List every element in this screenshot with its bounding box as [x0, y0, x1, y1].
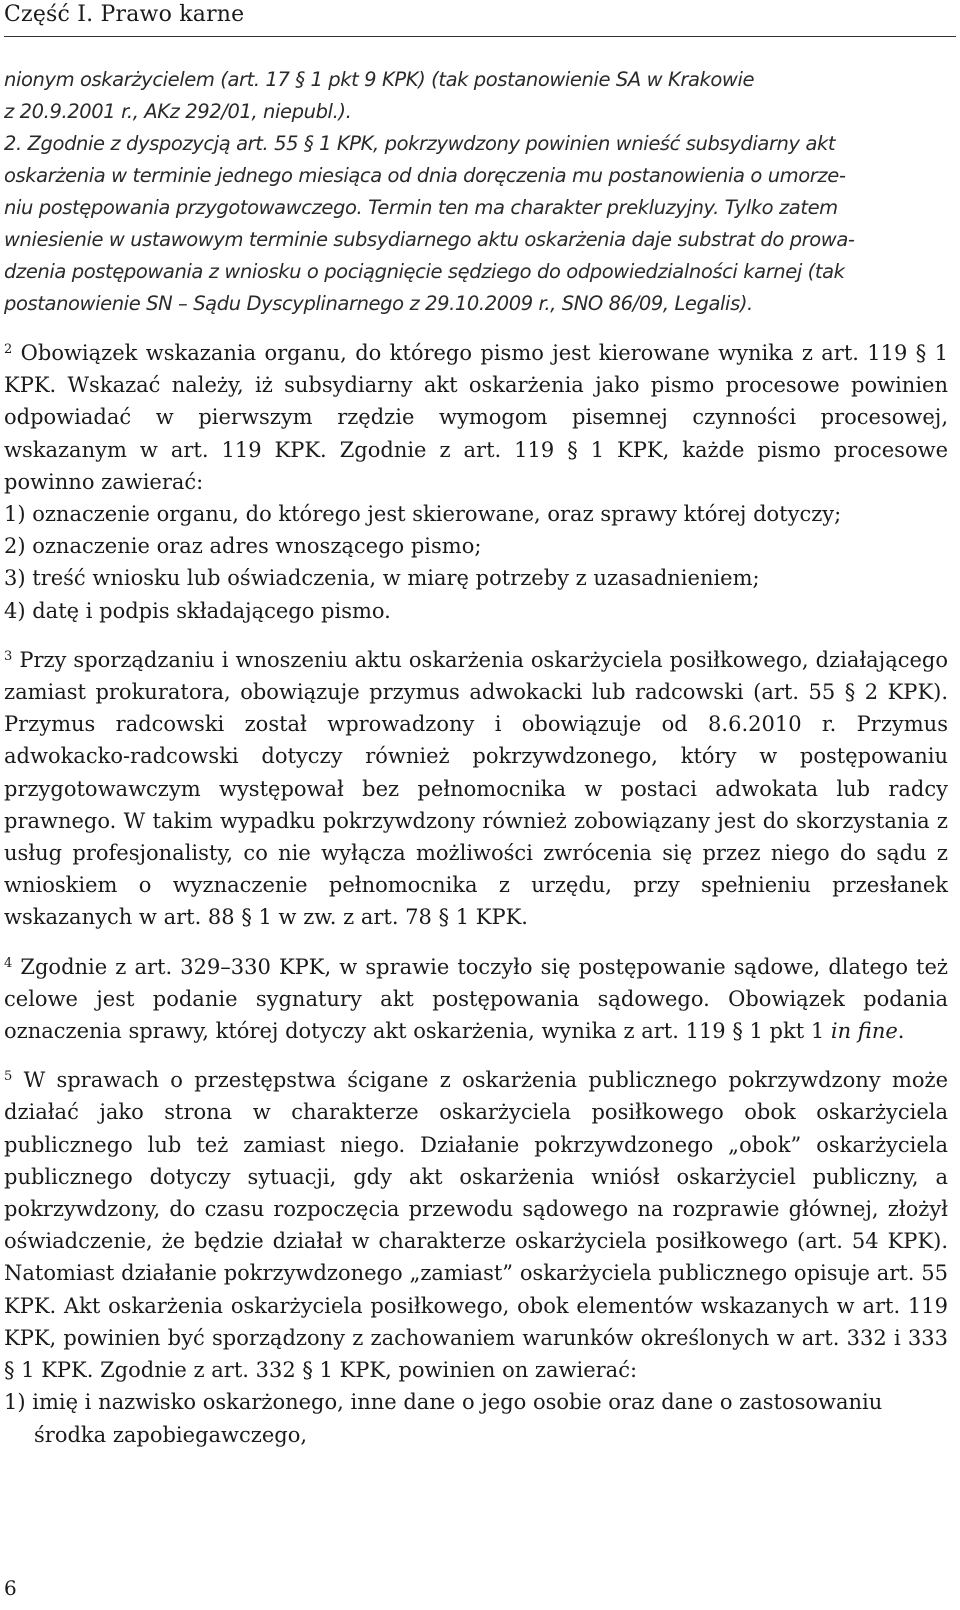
page-number: 6	[4, 1576, 17, 1600]
footnote-4	[4, 951, 948, 1048]
footnotes	[4, 64, 948, 1451]
footnote-4-number: 4	[4, 955, 13, 971]
footnote-2-list	[4, 498, 948, 627]
list-item: 1) oznaczenie organu, do którego jest skierowane, oraz sprawy której dotyczy;	[4, 502, 842, 527]
fn1-line-4: oskarżenia w terminie jednego miesiąca od dnia doręczenia mu postanowienia o umorze-	[4, 164, 846, 187]
footnote-5-text: W sprawach o przestępstwa ścigane z oskarżenia publicznego pokrzywdzony może działać jako strona w charakterze oskarżyciela posiłkowego obok oskarżyciela publicznego lub też zamiast niego. Działanie pokrzywdzonego „obok” oskarżyciela publicznego dotyczy sytuacji, gdy akt oskarżenia wniósł oskarżyciel publiczny, a pokrzywdzony, do czasu rozpoczęcia przewodu sądowego na rozprawie głównej, złożył oświadczenie, że będzie działał w charakterze oskarżyciela posiłkowego (art. 54 KPK). Natomiast działanie pokrzywdzonego „zamiast” oskarżyciela publicznego opisuje art. 55 KPK. Akt oskarżenia oskarżyciela posiłkowego, obok elementów wskazanych w art. 119 KPK, powinien być sporządzony z zachowaniem warunków określonych w art. 332 i 333 § 1 KPK. Zgodnie z art. 332 § 1 KPK, powinien on zawierać:	[4, 1068, 948, 1383]
list-item: 2) oznaczenie oraz adres wnoszącego pismo;	[4, 534, 482, 559]
footnote-3	[4, 644, 948, 934]
footnote-3-number: 3	[4, 648, 13, 664]
footnote-4-italic: in fine	[830, 1019, 898, 1044]
footnote-5	[4, 1064, 948, 1386]
header-rule	[4, 36, 956, 37]
footnote-2	[4, 337, 948, 498]
footnote-5-list	[4, 1386, 948, 1450]
footnote-4-text: Zgodnie z art. 329–330 KPK, w sprawie toczyło się postępowanie sądowe, dlatego też celowe jest podanie sygnatury akt postępowania sądowego. Obowiązek podania oznaczenia sprawy, której dotyczy akt oskarżenia, wynika z art. 119 § 1 pkt 1	[4, 954, 948, 1044]
footnote-1-continued	[4, 64, 948, 320]
list-item: 1) imię i nazwisko oskarżonego, inne dane o jego osobie oraz dane o zastosowaniu środka zapobiegawczego,	[4, 1390, 883, 1447]
footnote-5-number: 5	[4, 1069, 13, 1085]
footnote-2-text: Obowiązek wskazania organu, do którego pismo jest kierowane wynika z art. 119 § 1 KPK. Wskazać należy, iż subsydiarny akt oskarżenia jako pismo procesowe powinien odpowiadać w pierwszym rzędzie wymogom pisemnej czynności procesowej, wskazanym w art. 119 KPK. Zgodnie z art. 119 § 1 KPK, każde pismo procesowe powinno zawierać:	[4, 341, 948, 494]
fn1-line-3: 2. Zgodnie z dyspozycją art. 55 § 1 KPK, pokrzywdzony powinien wnieść subsydiarny akt	[4, 132, 836, 155]
fn1-line-8: postanowienie SN – Sądu Dyscyplinarnego z 29.10.2009 r., SNO 86/09, Legalis).	[4, 292, 753, 315]
running-header: Część I. Prawo karne	[4, 2, 245, 27]
fn1-line-2: z 20.9.2001 r., AKz 292/01, niepubl.).	[4, 100, 352, 123]
list-item: 3) treść wniosku lub oświadczenia, w miarę potrzeby z uzasadnieniem;	[4, 566, 760, 591]
fn1-line-5: niu postępowania przygotowawczego. Termin ten ma charakter prekluzyjny. Tylko zatem	[4, 196, 838, 219]
fn1-line-6: wniesienie w ustawowym terminie subsydiarnego aktu oskarżenia daje substrat do prowa-	[4, 228, 855, 251]
list-item: 4) datę i podpis składającego pismo.	[4, 598, 391, 623]
footnote-4-end: .	[897, 1019, 905, 1044]
footnote-2-number: 2	[4, 342, 13, 357]
fn1-line-1: nionym oskarżycielem (art. 17 § 1 pkt 9 KPK) (tak postanowienie SA w Krakowie	[4, 68, 755, 91]
fn1-line-7: dzenia postępowania z wniosku o pociągnięcie sędziego do odpowiedzialności karnej (tak	[4, 260, 845, 283]
footnote-3-text: Przy sporządzaniu i wnoszeniu aktu oskarżenia oskarżyciela posiłkowego, działającego zamiast prokuratora, obowiązuje przymus adwokacki lub radcowski (art. 55 § 2 KPK). Przymus radcowski został wprowadzony i obowiązuje od 8.6.2010 r. Przymus adwokacko-radcowski dotyczy również pokrzywdzonego, który w postępowaniu przygotowawczym występował bez pełnomocnika w postaci adwokata lub radcy prawnego. W takim wypadku pokrzywdzony również zobowiązany jest do skorzystania z usług profesjonalisty, co nie wyłącza możliwości zwrócenia się przez niego do sądu z wnioskiem o wyznaczenie pełnomocnika z urzędu, przy spełnieniu przesłanek wskazanych w art. 88 § 1 w zw. z art. 78 § 1 KPK.	[4, 647, 948, 930]
